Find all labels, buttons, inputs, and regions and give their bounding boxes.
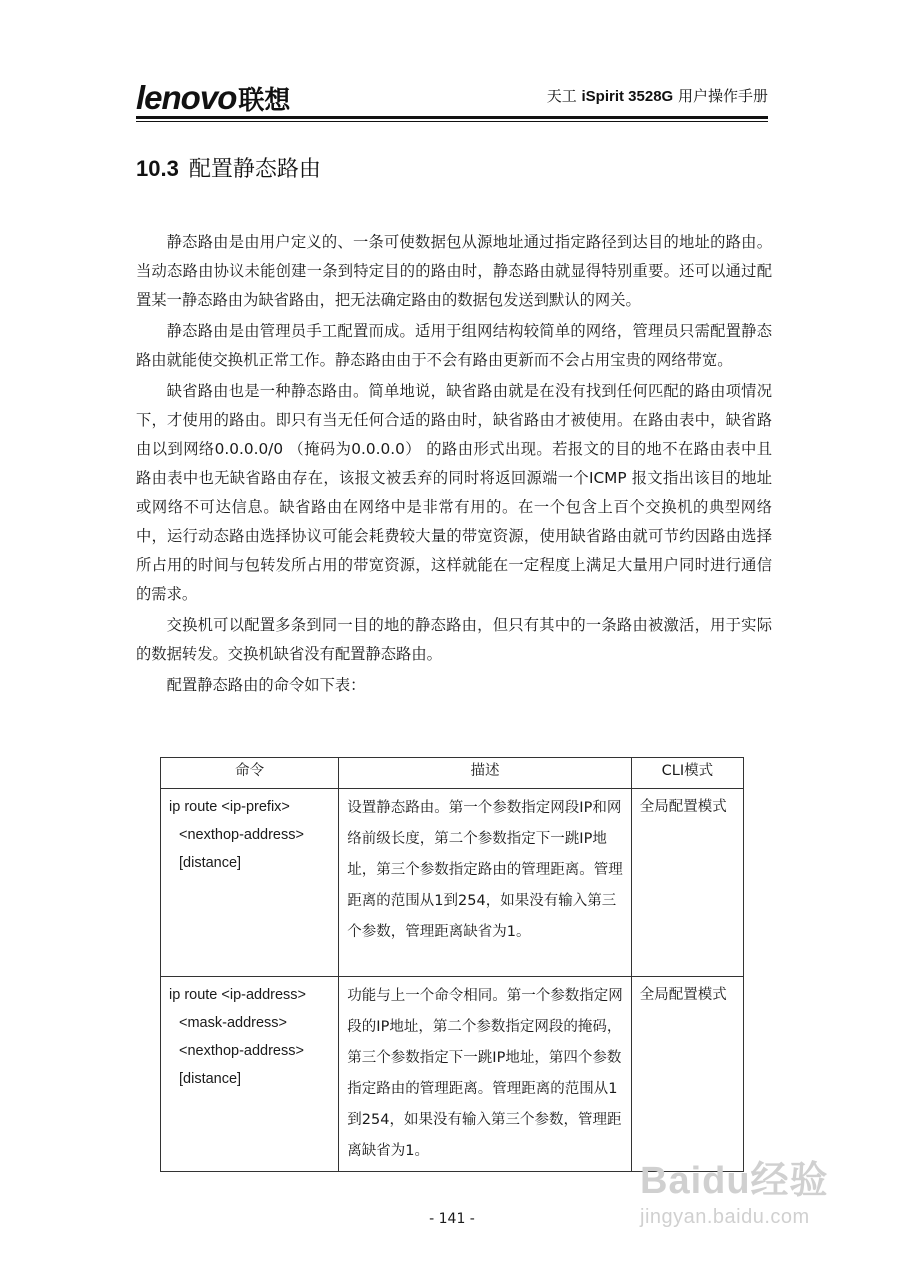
mode-cell: 全局配置模式 xyxy=(631,977,743,1172)
table-row xyxy=(161,789,744,977)
manual-title-model: iSpirit 3528G xyxy=(581,88,674,105)
command-table xyxy=(160,757,744,1172)
paragraph: 静态路由是由用户定义的、一条可使数据包从源地址通过指定路径到达目的地址的路由。当动态路由协议未能创建一条到特定目的的路由时，静态路由就显得特别重要。还可以通过配置某一静态路由为缺省路由，把无法确定路由的数据包发送到默认的网关。 xyxy=(136,233,772,309)
section-heading xyxy=(136,154,321,185)
description-cell: 功能与上一个命令相同。第一个参数指定网段的IP地址，第二个参数指定网段的掩码，第三个参数指定下一跳IP地址，第四个参数指定路由的管理距离。管理距离的范围从1到254，如果没有输入第三个参数，管理距离缺省为1。 xyxy=(339,977,632,1172)
manual-title-suffix: 用户操作手册 xyxy=(673,87,768,105)
logo-cn-text: 联想 xyxy=(238,85,291,115)
logo-brand-text: lenovo xyxy=(136,79,237,116)
header-command: 命令 xyxy=(161,758,339,789)
paragraph: 配置静态路由的命令如下表： xyxy=(166,676,366,694)
section-number: 10.3 xyxy=(136,156,179,181)
header-cli-mode: CLI模式 xyxy=(631,758,743,789)
table-header-row xyxy=(161,758,744,789)
command-line: [distance] xyxy=(179,1071,242,1087)
table-row xyxy=(161,977,744,1172)
command-line: ip route <ip-prefix> xyxy=(169,799,290,815)
command-line: [distance] xyxy=(179,855,242,871)
manual-title xyxy=(547,86,768,107)
header-divider-thin xyxy=(136,121,768,122)
header-divider-thick xyxy=(136,116,768,119)
description-cell: 设置静态路由。第一个参数指定网段IP和网络前级长度，第二个参数指定下一跳IP地址，第三个参数指定路由的管理距离。管理距离的范围从1到254，如果没有输入第三个参数，管理距离缺省为1。 xyxy=(339,789,632,977)
lenovo-logo xyxy=(136,80,290,116)
manual-title-prefix: 天工 xyxy=(546,87,582,105)
command-line: <nexthop-address> xyxy=(179,827,304,843)
command-line: ip route <ip-address> xyxy=(169,987,307,1003)
command-line: <nexthop-address> xyxy=(179,1043,304,1059)
body-text xyxy=(136,228,772,702)
paragraph: 交换机可以配置多条到同一目的地的静态路由，但只有其中的一条路由被激活，用于实际的数据转发。交换机缺省没有配置静态路由。 xyxy=(136,616,772,663)
header-description: 描述 xyxy=(339,758,632,789)
section-title: 配置静态路由 xyxy=(188,157,321,182)
watermark-logo: Baidu经验 xyxy=(640,1160,829,1202)
mode-cell: 全局配置模式 xyxy=(631,789,743,977)
page-number: - 141 - xyxy=(429,1211,475,1227)
baidu-jingyan-watermark xyxy=(640,1158,870,1248)
command-cell xyxy=(161,789,339,977)
paragraph: 缺省路由也是一种静态路由。简单地说，缺省路由就是在没有找到任何匹配的路由项情况下，才使用的路由。即只有当无任何合适的路由时，缺省路由才被使用。在路由表中，缺省路由以到网络0.0.0.0/0 （掩码为0.0.0.0） 的路由形式出现。若报文的目的地不在路由表中且路由表中也无缺省路由存在，该报文被丢弃的同时将返回源端一个ICMP 报文指出该目的地址或网络不可达信息。缺省路由在网络中是非常有用的。在一个包含上百个交换机的典型网络中，运行动态路由选择协议可能会耗费较大量的带宽资源，使用缺省路由就可节约因路由选择所占用的时间与包转发所占用的带宽资源，这样就能在一定程度上满足大量用户同时进行通信的需求。 xyxy=(136,382,772,603)
command-cell xyxy=(161,977,339,1172)
command-line: <mask-address> xyxy=(179,1015,287,1031)
watermark-url: jingyan.baidu.com xyxy=(640,1206,810,1228)
paragraph: 静态路由是由管理员手工配置而成。适用于组网结构较简单的网络，管理员只需配置静态路由就能使交换机正常工作。静态路由由于不会有路由更新而不会占用宝贵的网络带宽。 xyxy=(136,322,772,369)
